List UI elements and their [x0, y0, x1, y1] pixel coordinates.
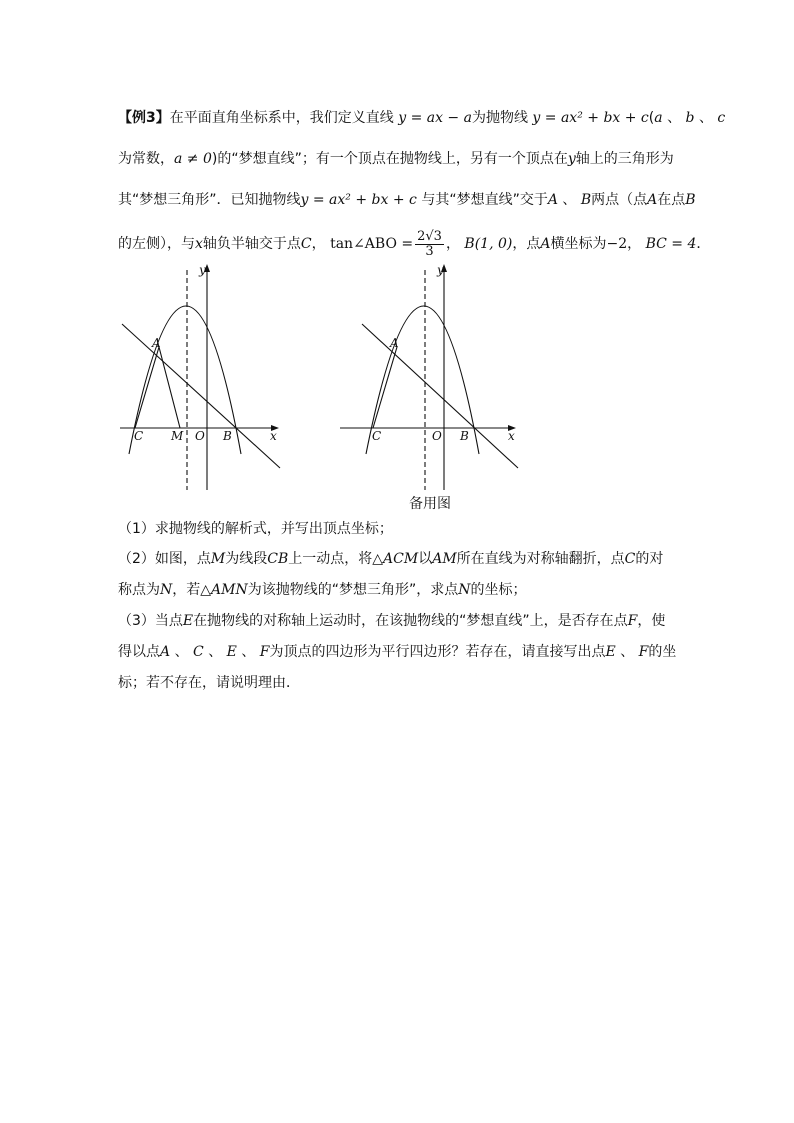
point-B: B	[580, 192, 592, 208]
text: ，使	[637, 613, 666, 629]
parabola-equation: y = ax² + bx + c	[300, 192, 417, 208]
label-y: y	[437, 263, 444, 277]
point-A: A	[647, 192, 658, 208]
point-E: E	[182, 613, 194, 629]
text: 为线段	[225, 551, 268, 567]
text: 、	[667, 110, 682, 126]
text: (	[648, 110, 655, 126]
text: 为该抛物线的“梦想三角形”，求点	[247, 582, 459, 598]
text: （3）当点	[118, 613, 183, 629]
label-M: M	[171, 429, 184, 443]
text: ，若	[172, 582, 201, 598]
text: 称点为	[118, 582, 160, 598]
question-3-line-3: 标；若不存在，请说明理由．	[118, 675, 300, 691]
point-N: N	[458, 582, 471, 598]
question-2-line-1	[118, 549, 663, 569]
problem-line-4	[118, 227, 710, 261]
label-A: A	[152, 336, 161, 350]
text: )的“梦想直线”；有一个顶点在抛物线上，另有一个顶点在	[211, 151, 568, 167]
figure-left-labels	[134, 263, 277, 443]
point-F: F	[259, 644, 270, 660]
var-y: y	[567, 151, 576, 167]
text: 两点（点	[591, 192, 648, 208]
point-F: F	[627, 613, 638, 629]
text: 以	[418, 551, 433, 567]
text: 在点	[657, 192, 686, 208]
text: ，点	[512, 236, 541, 252]
point-F: F	[638, 644, 649, 660]
value: −2	[606, 236, 628, 252]
text: 为常数，	[118, 151, 174, 167]
text: （2）如图，点	[118, 551, 211, 567]
var-c: c	[717, 110, 726, 126]
example-label: 【例3】	[118, 110, 170, 126]
figure-caption: 备用图	[409, 496, 451, 512]
point-E: E	[226, 644, 237, 660]
point-C: C	[193, 644, 204, 660]
text: 上一动点，将	[288, 551, 373, 567]
text: 在平面直角坐标系中，我们定义直线	[169, 110, 394, 126]
text: 其“梦想三角形”．已知抛物线	[118, 192, 301, 208]
problem-line-1	[118, 108, 725, 128]
segment-ca	[373, 347, 397, 428]
text: 的坐	[648, 644, 677, 660]
text: 、	[174, 644, 189, 660]
text: ，	[311, 236, 326, 252]
text: 为顶点的四边形为平行四边形？若存在，请直接写出点	[269, 644, 606, 660]
label-A: A	[390, 336, 399, 350]
text: 得以点	[118, 644, 160, 660]
point-C: C	[300, 236, 312, 252]
question-1: （1）求抛物线的解析式，并写出顶点坐标；	[118, 521, 393, 537]
label-C: C	[372, 429, 382, 443]
dream-line	[122, 324, 280, 468]
triangle-ACM: △ACM	[372, 551, 419, 567]
label-x: x	[508, 429, 515, 443]
text: 轴负半轴交于点	[202, 236, 301, 252]
text: 的左侧），与	[118, 236, 195, 252]
text: 为抛物线	[471, 110, 528, 126]
line-equation: y = ax − a	[398, 110, 472, 126]
fraction-denominator: 3	[425, 243, 434, 259]
question-2-line-2	[118, 580, 526, 600]
text: 轴上的三角形为	[575, 151, 674, 167]
label-x: x	[270, 429, 277, 443]
text: 横坐标为	[550, 236, 607, 252]
label-C: C	[134, 429, 144, 443]
text: 与其“梦想直线”交于	[421, 192, 548, 208]
fraction	[415, 230, 444, 259]
text: ，	[627, 236, 642, 252]
var-b: b	[685, 110, 695, 126]
text: 的对	[635, 551, 664, 567]
figure-right	[340, 264, 518, 490]
point-E: E	[605, 644, 616, 660]
figures	[0, 258, 794, 498]
triangle-acm	[135, 347, 180, 428]
text: ，	[445, 236, 460, 252]
segment-CB: CB	[267, 551, 289, 567]
label-O: O	[432, 429, 442, 443]
bc-length: BC = 4	[645, 236, 697, 252]
text: 所在直线为对称轴翻折，点	[456, 551, 625, 567]
text: ．	[696, 236, 711, 252]
segment-AM: AM	[432, 551, 457, 567]
point-A: A	[160, 644, 171, 660]
point-N: N	[160, 582, 173, 598]
text: 、	[562, 192, 577, 208]
point-C: C	[624, 551, 636, 567]
text: 、	[698, 110, 713, 126]
label-y: y	[199, 263, 206, 277]
label-O: O	[195, 429, 205, 443]
point-B-coord: B(1, 0)	[464, 236, 513, 252]
point-A: A	[547, 192, 558, 208]
point-M: M	[210, 551, 226, 567]
question-3-line-1	[118, 611, 665, 631]
text: 在抛物线的对称轴上运动时，在该抛物线的“梦想直线”上，是否存在点	[193, 613, 628, 629]
problem-line-3	[118, 190, 696, 210]
label-B: B	[460, 429, 469, 443]
question-3-line-2	[118, 642, 676, 662]
var-x: x	[195, 236, 203, 252]
text: 、	[620, 644, 635, 660]
text: 的坐标；	[470, 582, 527, 598]
text: 、	[208, 644, 223, 660]
var-a: a	[654, 110, 663, 126]
label-B: B	[223, 429, 232, 443]
dream-line	[362, 324, 518, 468]
problem-line-2	[118, 149, 674, 169]
triangle-AMN: △AMN	[200, 582, 248, 598]
point-A: A	[540, 236, 551, 252]
parabola-equation: y = ax² + bx + c	[532, 110, 649, 126]
text: 、	[241, 644, 256, 660]
condition: a ≠ 0	[174, 151, 212, 167]
fraction-numerator: 2√3	[417, 228, 442, 244]
point-B: B	[685, 192, 696, 208]
figure-left	[120, 264, 280, 490]
tan-expression: tan∠ABO =	[330, 236, 414, 252]
